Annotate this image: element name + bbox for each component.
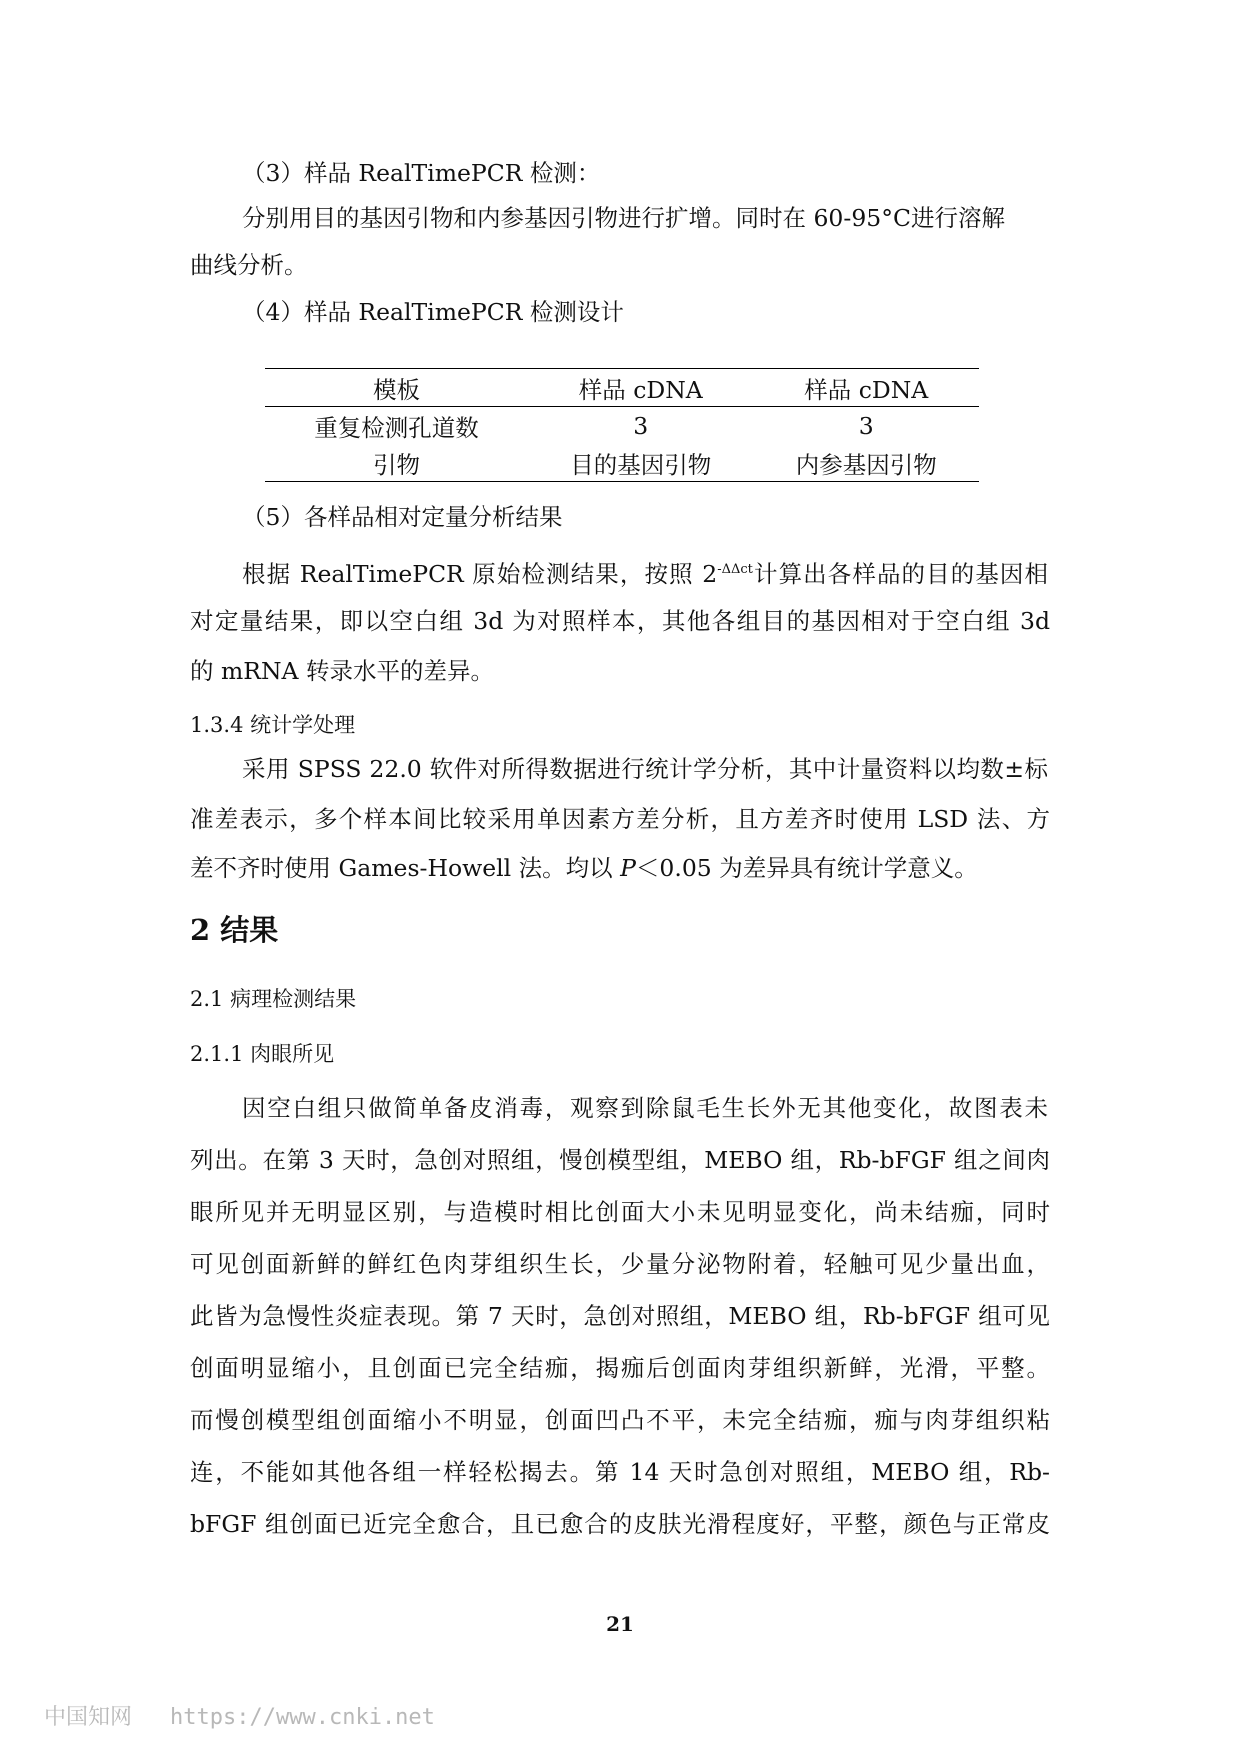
subsection-heading: 1.3.4 统计学处理 (190, 713, 356, 737)
table-cell: 内参基因引物 (754, 444, 979, 482)
subsection-heading: 2.1 病理检测结果 (190, 987, 357, 1011)
section-4-title: （4）样品 RealTimePCR 检测设计 (242, 298, 624, 326)
text-span: ＜0.05 为差异具有统计学意义。 (635, 854, 978, 882)
results-text-line: 因空白组只做简单备皮消毒，观察到除鼠毛生长外无其他变化，故图表未 (242, 1094, 1048, 1122)
text-span: 根据 RealTimePCR 原始检测结果，按照 2 (242, 559, 718, 588)
p-value-symbol: P (620, 854, 636, 882)
table-cell: 模板 (265, 369, 528, 407)
section-heading: 2 结果 (190, 913, 279, 947)
section-5-text-line (242, 555, 1048, 589)
subsection-heading: 2.1.1 肉眼所见 (190, 1042, 335, 1066)
table-row (265, 444, 979, 482)
pcr-design-table (265, 368, 979, 482)
formula-superscript: -ΔΔct (717, 562, 753, 577)
watermark-text: 中国知网 (44, 1705, 133, 1730)
table-row (265, 369, 979, 407)
results-text-line: 连，不能如其他各组一样轻松揭去。第 14 天时急创对照组，MEBO 组，Rb- (190, 1458, 1050, 1486)
cnki-watermark (44, 1700, 435, 1731)
stats-text-line (190, 853, 1050, 883)
results-text-line: 而慢创模型组创面缩小不明显，创面凹凸不平，未完全结痂，痂与肉芽组织粘 (190, 1406, 1050, 1434)
table-cell: 样品 cDNA (528, 369, 753, 407)
table-cell: 3 (633, 411, 649, 440)
results-text-line: bFGF 组创面已近完全愈合，且已愈合的皮肤光滑程度好，平整，颜色与正常皮 (190, 1510, 1050, 1538)
results-text-line: 此皆为急慢性炎症表现。第 7 天时，急创对照组，MEBO 组，Rb-bFGF 组可见 (190, 1302, 1050, 1330)
results-text-line: 可见创面新鲜的鲜红色肉芽组织生长，少量分泌物附着，轻触可见少量出血， (190, 1250, 1050, 1278)
table-cell: 重复检测孔道数 (314, 413, 479, 442)
table-row (265, 407, 979, 445)
results-text-line: 列出。在第 3 天时，急创对照组，慢创模型组，MEBO 组，Rb-bFGF 组之间肉 (190, 1146, 1050, 1174)
table-cell: 引物 (265, 444, 528, 482)
results-text-line: 创面明显缩小，且创面已完全结痂，揭痂后创面肉芽组织新鲜，光滑，平整。 (190, 1354, 1050, 1382)
text-span: 差不齐时使用 Games-Howell 法。均以 (190, 854, 621, 882)
stats-text-line: 采用 SPSS 22.0 软件对所得数据进行统计学分析，其中计量资料以均数±标 (242, 755, 1048, 783)
watermark-url: https://www.cnki.net (170, 1705, 435, 1730)
table-cell: 3 (858, 411, 874, 440)
page-number: 21 (606, 1612, 634, 1636)
text-span: 计算出各样品的目的基因相 (752, 559, 1049, 588)
table-cell: 目的基因引物 (528, 444, 753, 482)
section-5-text-line: 的 mRNA 转录水平的差异。 (190, 657, 494, 685)
stats-text-line: 准差表示，多个样本间比较采用单因素方差分析，且方差齐时使用 LSD 法、方 (190, 805, 1050, 833)
table-cell: 样品 cDNA (754, 369, 979, 407)
section-5-title: （5）各样品相对定量分析结果 (242, 503, 563, 531)
section-3-text-line: 曲线分析。 (190, 251, 308, 279)
section-3-title: （3）样品 RealTimePCR 检测： (242, 159, 601, 187)
results-text-line: 眼所见并无明显区别，与造模时相比创面大小未见明显变化，尚未结痂，同时 (190, 1198, 1050, 1226)
section-5-text-line: 对定量结果，即以空白组 3d 为对照样本，其他各组目的基因相对于空白组 3d (190, 607, 1050, 635)
section-3-text-line: 分别用目的基因引物和内参基因引物进行扩增。同时在 60-95°C进行溶解 (242, 204, 1005, 232)
